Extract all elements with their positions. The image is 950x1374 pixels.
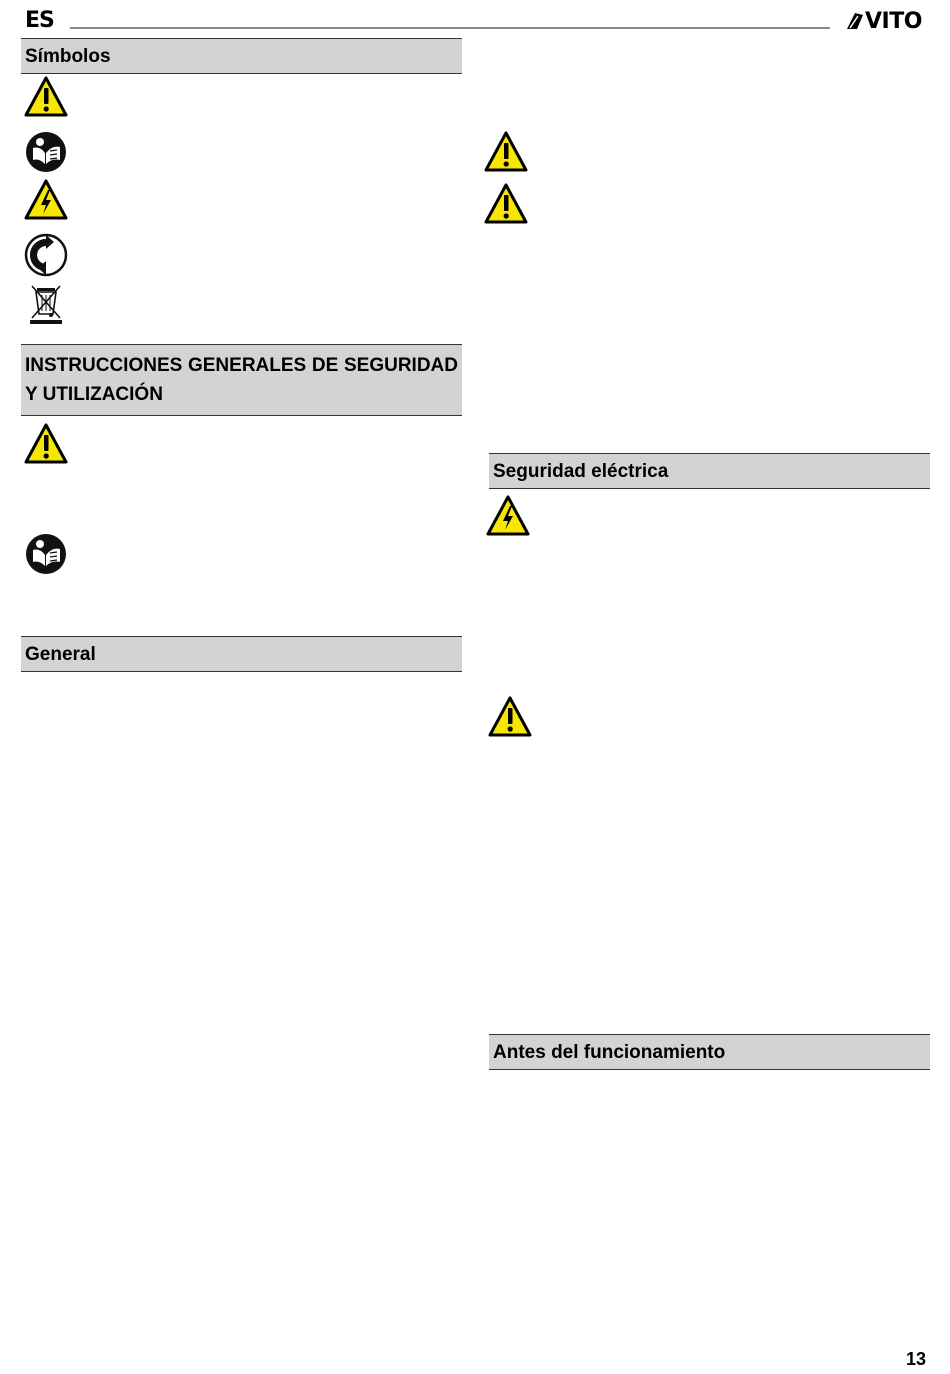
warning-triangle-icon xyxy=(488,695,532,739)
electric-hazard-icon xyxy=(24,178,68,222)
section-seguridad-electrica xyxy=(489,453,930,489)
section-antes-funcionamiento xyxy=(489,1034,930,1070)
brand-name: VITO xyxy=(865,8,922,34)
header-rule xyxy=(70,27,830,29)
section-simbolos xyxy=(21,38,462,74)
section-title: General xyxy=(25,644,96,665)
section-title: INSTRUCCIONES GENERALES DE SEGURIDAD Y UTILIZACIÓN xyxy=(25,355,458,405)
warning-triangle-icon xyxy=(24,75,68,119)
section-title: Antes del funcionamiento xyxy=(493,1042,726,1063)
brand-logo xyxy=(845,8,922,34)
page-number: 13 xyxy=(905,1349,926,1369)
section-title: Seguridad eléctrica xyxy=(493,461,669,482)
language-code: ES xyxy=(25,8,54,33)
section-general xyxy=(21,636,462,672)
weee-crossed-bin-icon xyxy=(24,282,68,326)
electric-hazard-icon xyxy=(486,494,530,538)
read-manual-icon xyxy=(24,130,68,174)
warning-triangle-icon xyxy=(484,182,528,226)
warning-triangle-icon xyxy=(484,130,528,174)
warning-triangle-icon xyxy=(24,422,68,466)
green-dot-recycle-icon xyxy=(24,233,68,277)
section-title: Símbolos xyxy=(25,46,111,67)
brand-leaf-icon xyxy=(845,11,865,31)
section-instrucciones xyxy=(21,344,462,416)
read-manual-icon xyxy=(24,532,68,576)
